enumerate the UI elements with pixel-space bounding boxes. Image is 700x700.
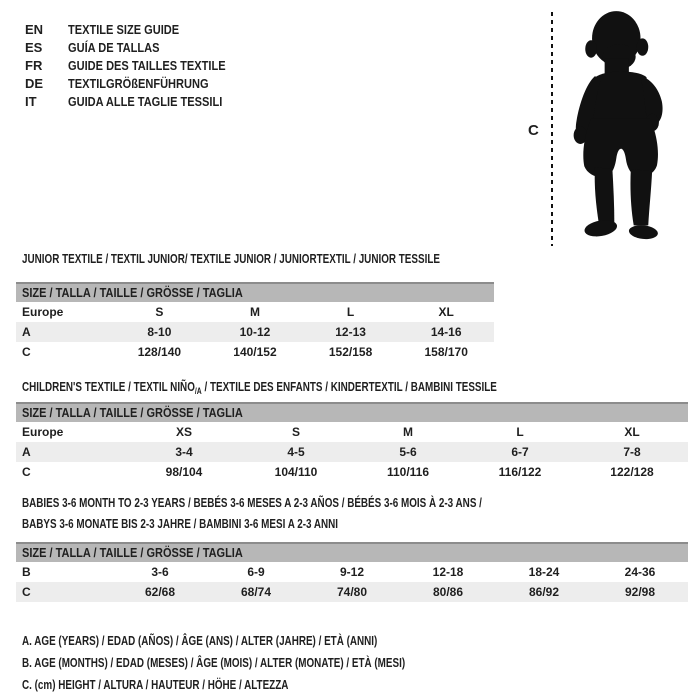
row-label: C — [22, 585, 31, 599]
value-cell: 152/158 — [328, 345, 373, 359]
value-cell: 92/98 — [624, 585, 656, 599]
legend-text: B. AGE (MONTHS) / EDAD (MESES) / ÂGE (MOIS) / ALTER (MONATE) / ETÀ (MESI) — [22, 655, 406, 670]
size-cell: XL — [624, 425, 640, 439]
size-cell: XL — [438, 305, 454, 319]
toddler-silhouette-icon — [562, 8, 688, 246]
size-header-label: SIZE / TALLA / TAILLE / GRÖSSE / TAGLIA — [22, 406, 243, 420]
section-title-children-post: / TEXTILE DES ENFANTS / KINDERTEXTIL / BAMBINI TESSILE — [201, 379, 497, 394]
size-cell: M — [249, 305, 260, 319]
babies-size-table — [16, 542, 688, 602]
size-cell: XS — [175, 425, 192, 439]
table-row-months — [16, 562, 688, 582]
table-row-europe — [16, 302, 494, 322]
row-label: C — [22, 345, 31, 359]
legend-text: C. (cm) HEIGHT / ALTURA / HAUTEUR / HÖHE / ALTEZZA — [22, 677, 289, 692]
height-measurement-figure — [520, 0, 700, 260]
value-cell: 86/92 — [528, 585, 560, 599]
value-cell: 6-7 — [511, 445, 529, 459]
value-cell: 4-5 — [287, 445, 305, 459]
value-cell: 10-12 — [239, 325, 271, 339]
legend-line-c — [22, 674, 526, 696]
size-header-label: SIZE / TALLA / TAILLE / GRÖSSE / TAGLIA — [22, 546, 243, 560]
row-label: Europe — [22, 425, 64, 439]
legend-line-a — [22, 630, 526, 652]
language-title: GUIDE DES TAILLES TEXTILE — [68, 58, 226, 73]
table-row-height — [16, 462, 688, 482]
language-row-en — [25, 21, 253, 39]
value-cell: 5-6 — [399, 445, 417, 459]
section-title-babies-line1: BABIES 3-6 MONTH TO 2-3 YEARS / BEBÉS 3-6 MESES A 2-3 AÑOS / BÉBÉS 3-6 MOIS À 2-3 ANS / — [22, 495, 482, 510]
section-title-children-sub: /A — [194, 386, 202, 396]
junior-size-table — [16, 282, 494, 362]
value-cell: 158/170 — [424, 345, 468, 359]
value-cell: 116/122 — [498, 465, 542, 479]
row-label: A — [22, 445, 31, 459]
row-label: A — [22, 325, 31, 339]
value-cell: 7-8 — [623, 445, 641, 459]
legend-text: A. AGE (YEARS) / EDAD (AÑOS) / ÂGE (ANS) / ALTER (JAHRE) / ETÀ (ANNI) — [22, 633, 378, 648]
table-row-europe — [16, 422, 688, 442]
table-row-height — [16, 582, 688, 602]
value-cell: 104/110 — [274, 465, 318, 479]
language-title: TEXTILE SIZE GUIDE — [68, 22, 180, 37]
value-cell: 12-18 — [432, 565, 464, 579]
language-code: DE — [25, 76, 44, 91]
value-cell: 24-36 — [624, 565, 656, 579]
size-cell: M — [403, 425, 413, 439]
value-cell: 9-12 — [339, 565, 365, 579]
value-cell: 12-13 — [335, 325, 366, 339]
value-cell: 3-4 — [175, 445, 193, 459]
row-label: Europe — [22, 305, 64, 319]
row-label: C — [22, 465, 31, 479]
size-header-label: SIZE / TALLA / TAILLE / GRÖSSE / TAGLIA — [22, 286, 243, 300]
size-header-band — [16, 283, 494, 302]
size-cell: L — [346, 305, 355, 319]
value-cell: 3-6 — [151, 565, 169, 579]
language-row-de — [25, 75, 253, 93]
value-cell: 6-9 — [247, 565, 265, 579]
language-title: TEXTILGRÖßENFÜHRUNG — [68, 76, 209, 91]
legend-line-b — [22, 652, 526, 674]
language-code: FR — [25, 58, 43, 73]
children-size-table — [16, 402, 688, 482]
value-cell: 74/80 — [336, 585, 368, 599]
value-cell: 14-16 — [430, 325, 462, 339]
value-cell: 122/128 — [610, 465, 654, 479]
size-cell: S — [291, 425, 300, 439]
table-row-age — [16, 322, 494, 342]
value-cell: 18-24 — [528, 565, 560, 579]
value-cell: 110/116 — [386, 465, 430, 479]
language-code: EN — [25, 22, 44, 37]
section-title-children — [22, 379, 497, 396]
section-title-junior: JUNIOR TEXTILE / TEXTIL JUNIOR/ TEXTILE JUNIOR / JUNIORTEXTIL / JUNIOR TESSILE — [22, 251, 440, 266]
height-dashed-line — [551, 12, 553, 246]
size-header-band — [16, 543, 688, 562]
language-code: IT — [25, 94, 37, 109]
table-row-age — [16, 442, 688, 462]
row-label: B — [22, 565, 31, 579]
value-cell: 62/68 — [144, 585, 176, 599]
legend — [22, 630, 526, 696]
language-row-es — [25, 39, 253, 57]
size-cell: L — [516, 425, 524, 439]
section-title-babies-line2: BABYS 3-6 MONATE BIS 2-3 JAHRE / BAMBINI 3-6 MESI A 2-3 ANNI — [22, 516, 339, 531]
size-cell: S — [155, 305, 164, 319]
value-cell: 68/74 — [240, 585, 272, 599]
language-row-it — [25, 93, 253, 111]
value-cell: 8-10 — [147, 325, 172, 339]
height-label: C — [528, 122, 539, 139]
value-cell: 80/86 — [432, 585, 464, 599]
language-title: GUÍA DE TALLAS — [68, 40, 160, 55]
language-row-fr — [25, 57, 253, 75]
value-cell: 98/104 — [165, 465, 203, 479]
value-cell: 140/152 — [233, 345, 277, 359]
language-list — [25, 21, 253, 111]
language-title: GUIDA ALLE TAGLIE TESSILI — [68, 94, 223, 109]
language-code: ES — [25, 40, 43, 55]
value-cell: 128/140 — [137, 345, 182, 359]
size-header-band — [16, 403, 688, 422]
table-row-height — [16, 342, 494, 362]
section-title-children-pre: CHILDREN'S TEXTILE / TEXTIL NIÑO — [22, 379, 195, 394]
